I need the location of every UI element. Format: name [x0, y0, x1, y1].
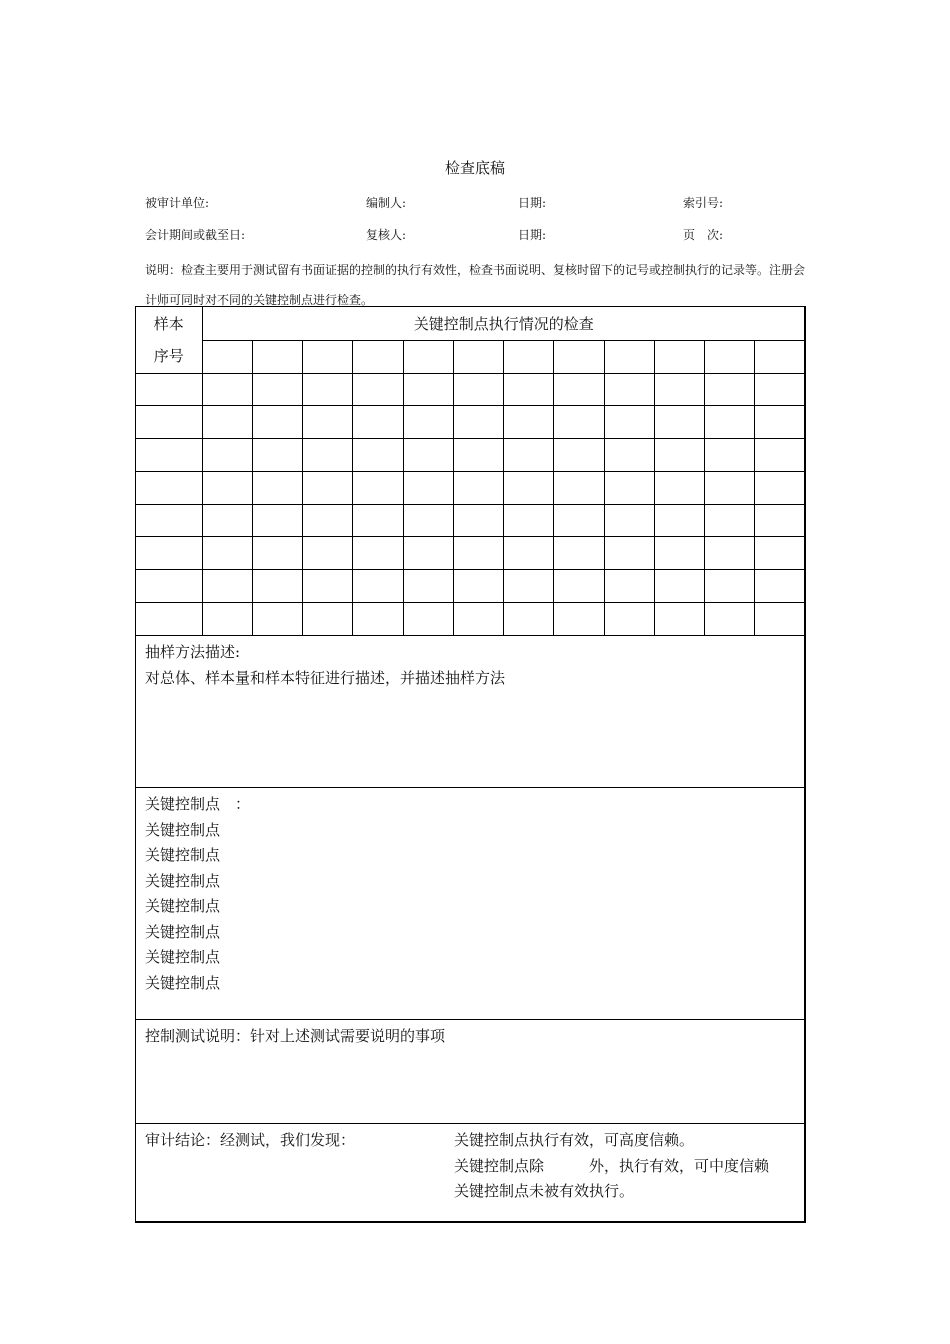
check-result-cell[interactable]	[353, 570, 403, 603]
check-column-header-cell[interactable]	[554, 340, 604, 373]
check-result-cell[interactable]	[755, 602, 805, 635]
check-result-cell[interactable]	[554, 406, 604, 439]
table-row	[136, 602, 805, 635]
check-result-cell[interactable]	[252, 537, 302, 570]
check-result-cell[interactable]	[202, 537, 252, 570]
conclusion-options	[454, 1128, 804, 1205]
check-result-cell[interactable]	[604, 537, 654, 570]
sample-number-header	[136, 307, 202, 373]
check-result-cell[interactable]	[202, 373, 252, 406]
check-column-header-cell[interactable]	[252, 340, 302, 373]
sample-number-cell[interactable]	[136, 373, 202, 406]
check-result-cell[interactable]	[202, 471, 252, 504]
check-result-cell[interactable]	[303, 373, 353, 406]
check-result-cell[interactable]	[554, 471, 604, 504]
check-result-cell[interactable]	[705, 570, 755, 603]
table-row	[136, 471, 805, 504]
check-result-cell[interactable]	[554, 537, 604, 570]
check-result-cell[interactable]	[504, 602, 554, 635]
check-result-cell[interactable]	[252, 373, 302, 406]
conclusion-option: 关键控制点执行有效，可高度信赖。	[454, 1131, 695, 1149]
check-result-cell[interactable]	[654, 406, 704, 439]
check-result-cell[interactable]	[554, 373, 604, 406]
check-result-cell[interactable]	[654, 537, 704, 570]
sampling-method-section	[136, 635, 805, 787]
check-result-cell[interactable]	[504, 504, 554, 537]
check-result-cell[interactable]	[705, 373, 755, 406]
check-result-cell[interactable]	[252, 439, 302, 472]
conclusion-option: 关键控制点除 外，执行有效，可中度信赖	[454, 1156, 770, 1175]
check-result-cell[interactable]	[654, 439, 704, 472]
check-result-cell[interactable]	[202, 504, 252, 537]
check-result-cell[interactable]	[453, 471, 503, 504]
sample-number-cell[interactable]	[136, 537, 202, 570]
reviewer-label: 复核人:	[366, 228, 407, 242]
check-column-header-cell[interactable]	[705, 340, 755, 373]
sample-number-header-text: 样本序号	[153, 314, 184, 365]
check-result-cell[interactable]	[403, 537, 453, 570]
key-control-point-line: 关键控制点	[145, 922, 221, 941]
instruction-note: 说明：检查主要用于测试留有书面证据的控制的执行有效性，检查书面说明、复核时留下的记号或控制执行的记录等。注册会计师可同时对不同的关键控制点进行检查。	[145, 263, 806, 307]
check-result-cell[interactable]	[252, 602, 302, 635]
table-row	[136, 570, 805, 603]
check-result-cell[interactable]	[705, 439, 755, 472]
control-test-description: 控制测试说明：针对上述测试需要说明的事项	[145, 1027, 446, 1045]
key-control-point-line: 关键控制点	[145, 820, 221, 839]
check-result-cell[interactable]	[504, 570, 554, 603]
check-column-header-cell[interactable]	[755, 340, 805, 373]
check-result-cell[interactable]	[353, 537, 403, 570]
check-result-cell[interactable]	[453, 602, 503, 635]
control-test-section	[136, 1019, 805, 1123]
table-row	[136, 373, 805, 406]
check-result-cell[interactable]	[453, 439, 503, 472]
index-number-label: 索引号:	[683, 196, 724, 210]
check-result-cell[interactable]	[303, 504, 353, 537]
check-result-cell[interactable]	[504, 471, 554, 504]
check-result-cell[interactable]	[654, 471, 704, 504]
check-result-cell[interactable]	[755, 406, 805, 439]
sample-number-cell[interactable]	[136, 602, 202, 635]
check-result-cell[interactable]	[353, 373, 403, 406]
check-result-cell[interactable]	[755, 439, 805, 472]
document-title: 检查底稿	[444, 159, 505, 177]
page-number-label: 页 次:	[683, 228, 724, 242]
check-column-header-cell[interactable]	[654, 340, 704, 373]
check-result-cell[interactable]	[353, 439, 403, 472]
check-result-cell[interactable]	[705, 504, 755, 537]
check-result-cell[interactable]	[453, 406, 503, 439]
check-result-cell[interactable]	[403, 439, 453, 472]
key-control-point-line: 关键控制点	[145, 846, 221, 864]
check-result-cell[interactable]	[604, 406, 654, 439]
check-result-cell[interactable]	[755, 504, 805, 537]
audit-conclusion-label: 审计结论：经测试，我们发现：	[145, 1131, 356, 1149]
check-result-cell[interactable]	[303, 537, 353, 570]
check-result-cell[interactable]	[755, 537, 805, 570]
sample-number-cell[interactable]	[136, 504, 202, 537]
check-result-cell[interactable]	[604, 471, 654, 504]
date-label-2: 日期:	[518, 228, 547, 242]
check-result-cell[interactable]	[353, 471, 403, 504]
key-control-point-line: 关键控制点 ：	[145, 795, 251, 813]
check-result-cell[interactable]	[554, 602, 604, 635]
key-control-points-section	[136, 787, 805, 1019]
check-result-cell[interactable]	[202, 406, 252, 439]
check-result-cell[interactable]	[654, 570, 704, 603]
check-result-cell[interactable]	[604, 570, 654, 603]
check-result-cell[interactable]	[202, 439, 252, 472]
period-label: 会计期间或截至日:	[145, 228, 246, 242]
key-control-point-line: 关键控制点	[145, 973, 221, 992]
check-result-cell[interactable]	[705, 602, 755, 635]
table-row	[136, 406, 805, 439]
check-result-cell[interactable]	[705, 471, 755, 504]
table-row	[136, 504, 805, 537]
check-result-cell[interactable]	[403, 602, 453, 635]
check-result-cell[interactable]	[504, 537, 554, 570]
audit-conclusion-section	[136, 1123, 805, 1221]
check-result-cell[interactable]	[755, 373, 805, 406]
check-result-cell[interactable]	[353, 602, 403, 635]
table-row	[136, 439, 805, 472]
check-result-cell[interactable]	[604, 602, 654, 635]
check-result-cell[interactable]	[353, 504, 403, 537]
check-result-cell[interactable]	[554, 570, 604, 603]
check-column-header-cell[interactable]	[353, 340, 403, 373]
check-column-header-cell[interactable]	[504, 340, 554, 373]
sample-number-cell[interactable]	[136, 471, 202, 504]
check-result-cell[interactable]	[554, 504, 604, 537]
check-result-cell[interactable]	[755, 570, 805, 603]
check-result-cell[interactable]	[303, 471, 353, 504]
key-control-point-line: 关键控制点	[145, 871, 221, 890]
sampling-method-heading: 抽样方法描述:	[145, 643, 241, 661]
check-column-header-cell[interactable]	[202, 340, 252, 373]
check-result-cell[interactable]	[504, 373, 554, 406]
date-label-1: 日期:	[518, 196, 547, 210]
inspection-grid	[136, 307, 805, 636]
check-result-cell[interactable]	[705, 537, 755, 570]
check-result-cell[interactable]	[303, 439, 353, 472]
check-result-cell[interactable]	[554, 439, 604, 472]
audited-unit-label: 被审计单位:	[145, 196, 210, 210]
check-result-cell[interactable]	[202, 602, 252, 635]
check-result-cell[interactable]	[453, 537, 503, 570]
key-control-point-line: 关键控制点	[145, 897, 221, 915]
preparer-label: 编制人:	[366, 196, 407, 210]
sampling-method-text: 对总体、样本量和样本特征进行描述，并描述抽样方法	[145, 668, 506, 687]
check-result-cell[interactable]	[654, 504, 704, 537]
check-result-cell[interactable]	[252, 504, 302, 537]
check-result-cell[interactable]	[303, 570, 353, 603]
key-control-point-line: 关键控制点	[145, 948, 221, 966]
check-result-cell[interactable]	[453, 570, 503, 603]
key-control-check-header: 关键控制点执行情况的检查	[202, 307, 805, 340]
check-column-header-cell[interactable]	[303, 340, 353, 373]
check-result-cell[interactable]	[353, 406, 403, 439]
check-result-cell[interactable]	[705, 406, 755, 439]
check-result-cell[interactable]	[755, 471, 805, 504]
check-result-cell[interactable]	[403, 373, 453, 406]
check-result-cell[interactable]	[403, 406, 453, 439]
check-result-cell[interactable]	[303, 602, 353, 635]
sample-number-cell[interactable]	[136, 406, 202, 439]
sample-number-cell[interactable]	[136, 439, 202, 472]
check-column-header-cell[interactable]	[604, 340, 654, 373]
check-column-header-cell[interactable]	[403, 340, 453, 373]
check-result-cell[interactable]	[252, 406, 302, 439]
check-result-cell[interactable]	[604, 439, 654, 472]
conclusion-option: 关键控制点未被有效执行。	[454, 1182, 635, 1200]
check-result-cell[interactable]	[654, 602, 704, 635]
check-result-cell[interactable]	[303, 406, 353, 439]
check-result-cell[interactable]	[202, 570, 252, 603]
table-row	[136, 537, 805, 570]
check-result-cell[interactable]	[403, 504, 453, 537]
check-result-cell[interactable]	[403, 570, 453, 603]
check-result-cell[interactable]	[504, 406, 554, 439]
check-result-cell[interactable]	[453, 373, 503, 406]
check-result-cell[interactable]	[504, 439, 554, 472]
check-result-cell[interactable]	[604, 373, 654, 406]
check-result-cell[interactable]	[252, 570, 302, 603]
check-result-cell[interactable]	[604, 504, 654, 537]
check-result-cell[interactable]	[654, 373, 704, 406]
check-result-cell[interactable]	[252, 471, 302, 504]
check-result-cell[interactable]	[453, 504, 503, 537]
check-result-cell[interactable]	[403, 471, 453, 504]
inspection-form	[135, 306, 806, 1223]
check-column-header-cell[interactable]	[453, 340, 503, 373]
sample-number-cell[interactable]	[136, 570, 202, 603]
